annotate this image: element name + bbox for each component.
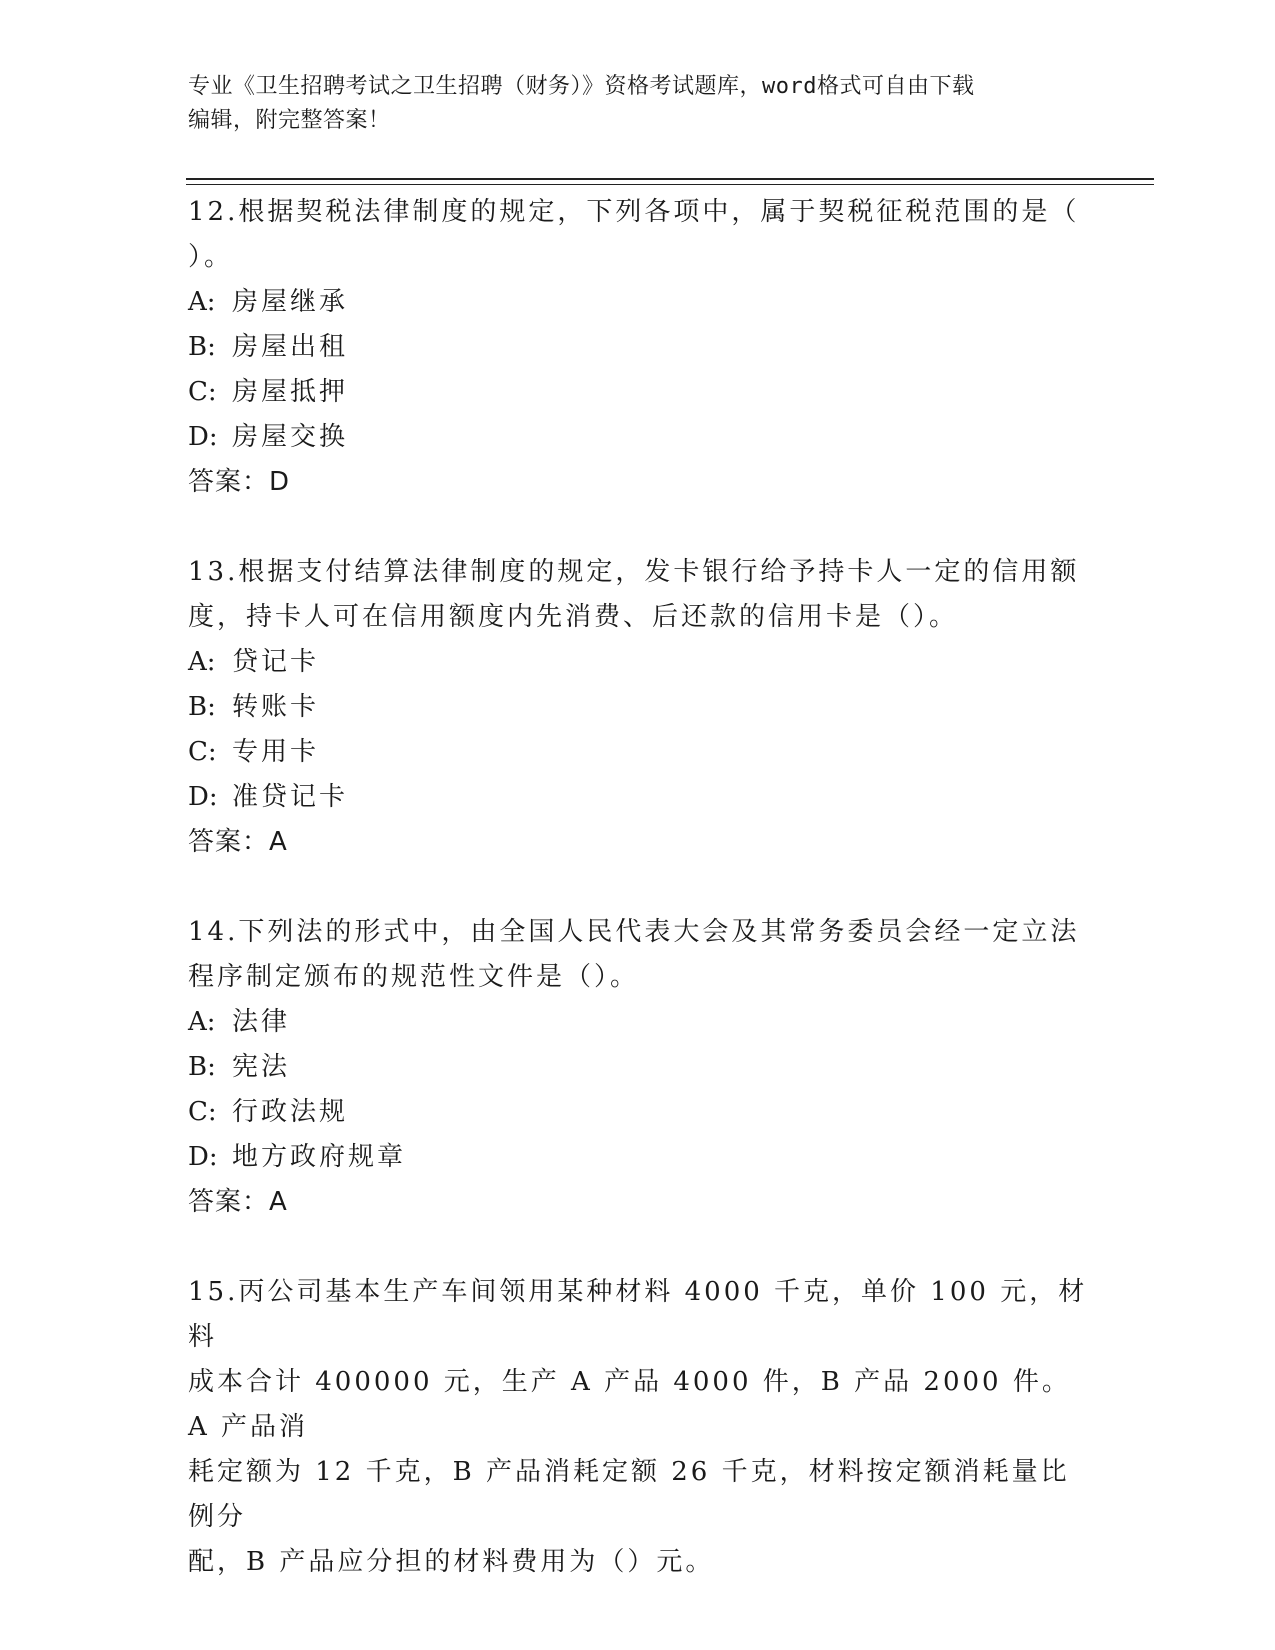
option-letter: C: [188, 1097, 217, 1127]
stem-line: ）。 [188, 242, 234, 272]
option-b [188, 325, 1088, 370]
option-text: 房屋抵押 [232, 377, 349, 407]
option-text: 专用卡 [232, 737, 320, 767]
question-stem [188, 550, 1088, 640]
stem-line: 配，B 产品应分担的材料费用为（）元。 [188, 1547, 715, 1577]
question-14 [188, 910, 1088, 1225]
answer-line: 答案：D [188, 467, 291, 497]
question-stem [188, 190, 1088, 280]
option-text: 地方政府规章 [232, 1142, 407, 1172]
question-13 [188, 550, 1088, 865]
option-letter: D: [188, 422, 218, 452]
stem-line: 度，持卡人可在信用额度内先消费、后还款的信用卡是（）。 [188, 602, 959, 632]
option-a [188, 1000, 1088, 1045]
stem-line: 程序制定颁布的规范性文件是（）。 [188, 962, 640, 992]
header-divider-thick [186, 178, 1154, 180]
header-divider-thin [186, 184, 1154, 185]
option-d [188, 415, 1088, 460]
question-stem [188, 910, 1088, 1000]
option-d [188, 1135, 1088, 1180]
option-text: 房屋出租 [232, 332, 349, 362]
document-header [188, 70, 1088, 138]
answer-line: 答案：A [188, 1187, 288, 1217]
option-letter: D: [188, 782, 218, 812]
option-text: 转账卡 [232, 692, 320, 722]
option-text: 宪法 [232, 1052, 291, 1082]
option-text: 法律 [232, 1007, 291, 1037]
option-letter: A: [188, 287, 216, 317]
question-12 [188, 190, 1088, 505]
stem-line: 成本合计 400000 元，生产 A 产品 4000 件，B 产品 2000 件。A 产品消 [188, 1367, 1071, 1442]
question-list [188, 190, 1088, 1585]
answer-line: 答案：A [188, 827, 288, 857]
header-line-1: 专业《卫生招聘考试之卫生招聘（财务）》资格考试题库，word格式可自由下载 [188, 74, 975, 99]
option-letter: A: [188, 1007, 216, 1037]
option-d [188, 775, 1088, 820]
option-letter: D: [188, 1142, 218, 1172]
option-letter: C: [188, 737, 217, 767]
option-text: 行政法规 [232, 1097, 349, 1127]
stem-line: 14.下列法的形式中，由全国人民代表大会及其常务委员会经一定立法 [188, 917, 1080, 947]
option-c [188, 1090, 1088, 1135]
stem-line: 12.根据契税法律制度的规定，下列各项中，属于契税征税范围的是（ [188, 197, 1080, 227]
option-letter: B: [188, 1052, 216, 1082]
option-letter: A: [188, 647, 216, 677]
option-text: 准贷记卡 [232, 782, 349, 812]
option-a [188, 640, 1088, 685]
question-spacer [188, 1225, 1088, 1270]
stem-line: 耗定额为 12 千克，B 产品消耗定额 26 千克，材料按定额消耗量比例分 [188, 1457, 1070, 1532]
option-text: 房屋交换 [232, 422, 349, 452]
option-letter: B: [188, 692, 216, 722]
stem-line: 15.丙公司基本生产车间领用某种材料 4000 千克，单价 100 元，材料 [188, 1277, 1088, 1352]
option-letter: C: [188, 377, 217, 407]
question-spacer [188, 505, 1088, 550]
option-letter: B: [188, 332, 216, 362]
question-15 [188, 1270, 1088, 1585]
stem-line: 13.根据支付结算法律制度的规定，发卡银行给予持卡人一定的信用额 [188, 557, 1080, 587]
question-spacer [188, 865, 1088, 910]
option-b [188, 685, 1088, 730]
option-text: 房屋继承 [232, 287, 349, 317]
option-b [188, 1045, 1088, 1090]
option-text: 贷记卡 [232, 647, 320, 677]
option-c [188, 730, 1088, 775]
header-line-2: 编辑，附完整答案！ [188, 108, 391, 133]
option-c [188, 370, 1088, 415]
option-a [188, 280, 1088, 325]
question-stem [188, 1270, 1088, 1585]
